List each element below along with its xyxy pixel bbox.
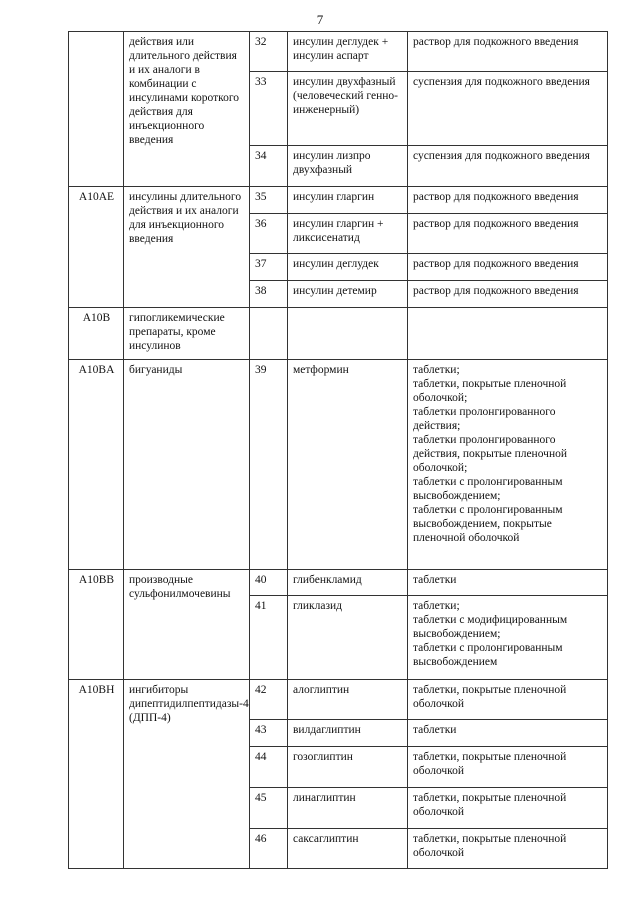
- dosage-form-cell: [408, 720, 608, 747]
- dosage-form-cell: [408, 747, 608, 788]
- drug-name-cell: алоглиптин: [288, 680, 408, 720]
- drug-name-cell: саксаглиптин: [288, 829, 408, 869]
- dosage-form-cell: [408, 308, 608, 360]
- row-number-cell: 37: [250, 254, 288, 281]
- atc-group-cell: инсулины длительного действия и их аналоги для инъекционного введения: [124, 187, 250, 308]
- dosage-form-cell: [408, 570, 608, 596]
- drug-name-cell: инсулин деглудек: [288, 254, 408, 281]
- row-number-cell: 43: [250, 720, 288, 747]
- dosage-form-cell: [408, 254, 608, 281]
- row-number-cell: 38: [250, 281, 288, 308]
- row-number-cell: 45: [250, 788, 288, 829]
- dosage-form-line: таблетки, покрытые пленочной оболочкой: [413, 792, 567, 818]
- row-number-cell: 34: [250, 146, 288, 187]
- drug-name-cell: линаглиптин: [288, 788, 408, 829]
- dosage-form-cell: [408, 32, 608, 72]
- dosage-form-line: раствор для подкожного введения: [413, 218, 579, 230]
- table-row: [69, 187, 608, 214]
- dosage-form-line: суспензия для подкожного введения: [413, 150, 590, 162]
- dosage-form-cell: [408, 72, 608, 146]
- atc-code-cell: A10AE: [69, 187, 124, 308]
- drug-name-cell: инсулин гларгин + ликсисенатид: [288, 214, 408, 254]
- drug-name-cell: глибенкламид: [288, 570, 408, 596]
- drug-name-cell: инсулин двухфазный (человеческий генно-инженерный): [288, 72, 408, 146]
- atc-group-cell: ингибиторы дипептидилпептидазы-4 (ДПП-4): [124, 680, 250, 869]
- row-number-cell: 41: [250, 596, 288, 680]
- dosage-form-line: таблетки: [413, 574, 457, 586]
- dosage-form-cell: [408, 360, 608, 570]
- drug-name-cell: гликлазид: [288, 596, 408, 680]
- row-number-cell: 33: [250, 72, 288, 146]
- table-row: [69, 680, 608, 720]
- dosage-form-line: таблетки;: [413, 364, 460, 376]
- row-number-cell: 35: [250, 187, 288, 214]
- dosage-form-line: раствор для подкожного введения: [413, 258, 579, 270]
- drug-name-cell: инсулин деглудек + инсулин аспарт: [288, 32, 408, 72]
- drug-name-cell: гозоглиптин: [288, 747, 408, 788]
- dosage-form-line: таблетки, покрытые пленочной оболочкой: [413, 684, 567, 710]
- dosage-form-line: таблетки с пролонгированным высвобождением;: [413, 476, 563, 502]
- dosage-form-cell: [408, 788, 608, 829]
- atc-group-cell: бигуаниды: [124, 360, 250, 570]
- atc-code-cell: A10BH: [69, 680, 124, 869]
- dosage-form-cell: [408, 680, 608, 720]
- drug-name-cell: инсулин гларгин: [288, 187, 408, 214]
- table-row: [69, 570, 608, 596]
- table-row: [69, 32, 608, 72]
- dosage-form-line: таблетки с пролонгированным высвобождением: [413, 642, 563, 668]
- table-row: [69, 360, 608, 570]
- dosage-form-line: суспензия для подкожного введения: [413, 76, 590, 88]
- page-number: 7: [316, 12, 324, 27]
- dosage-form-cell: [408, 187, 608, 214]
- dosage-form-line: таблетки с пролонгированным высвобождением, покрытые пленочной оболочкой: [413, 504, 563, 544]
- atc-code-cell: [69, 32, 124, 187]
- drug-name-cell: метформин: [288, 360, 408, 570]
- atc-code-cell: A10BA: [69, 360, 124, 570]
- atc-code-cell: A10BB: [69, 570, 124, 680]
- dosage-form-line: таблетки, покрытые пленочной оболочкой: [413, 833, 567, 859]
- row-number-cell: 32: [250, 32, 288, 72]
- dosage-form-cell: [408, 596, 608, 680]
- dosage-form-line: таблетки пролонгированного действия;: [413, 406, 556, 432]
- row-number-cell: 40: [250, 570, 288, 596]
- drug-table-body: [69, 32, 608, 869]
- row-number-cell: 39: [250, 360, 288, 570]
- atc-group-cell: действия или длительного действия и их аналоги в комбинации с инсулинами короткого действия для инъекционного введения: [124, 32, 250, 187]
- row-number-cell: 36: [250, 214, 288, 254]
- dosage-form-cell: [408, 146, 608, 187]
- row-number-cell: [250, 308, 288, 360]
- dosage-form-line: раствор для подкожного введения: [413, 36, 579, 48]
- row-number-cell: 46: [250, 829, 288, 869]
- atc-code-cell: A10B: [69, 308, 124, 360]
- dosage-form-line: раствор для подкожного введения: [413, 191, 579, 203]
- dosage-form-line: таблетки пролонгированного действия, покрытые пленочной оболочкой;: [413, 434, 568, 474]
- row-number-cell: 44: [250, 747, 288, 788]
- atc-group-cell: производные сульфонилмочевины: [124, 570, 250, 680]
- drug-name-cell: инсулин детемир: [288, 281, 408, 308]
- table-row: [69, 308, 608, 360]
- dosage-form-cell: [408, 829, 608, 869]
- dosage-form-line: таблетки, покрытые пленочной оболочкой;: [413, 378, 567, 404]
- drug-name-cell: вилдаглиптин: [288, 720, 408, 747]
- dosage-form-cell: [408, 214, 608, 254]
- row-number-cell: 42: [250, 680, 288, 720]
- atc-group-cell: гипогликемические препараты, кроме инсулинов: [124, 308, 250, 360]
- dosage-form-line: таблетки, покрытые пленочной оболочкой: [413, 751, 567, 777]
- drug-table: [68, 31, 608, 869]
- dosage-form-line: таблетки: [413, 724, 457, 736]
- dosage-form-line: таблетки;: [413, 600, 460, 612]
- drug-name-cell: [288, 308, 408, 360]
- dosage-form-line: таблетки с модифицированным высвобождением;: [413, 614, 568, 640]
- drug-name-cell: инсулин лизпро двухфазный: [288, 146, 408, 187]
- dosage-form-line: раствор для подкожного введения: [413, 285, 579, 297]
- dosage-form-cell: [408, 281, 608, 308]
